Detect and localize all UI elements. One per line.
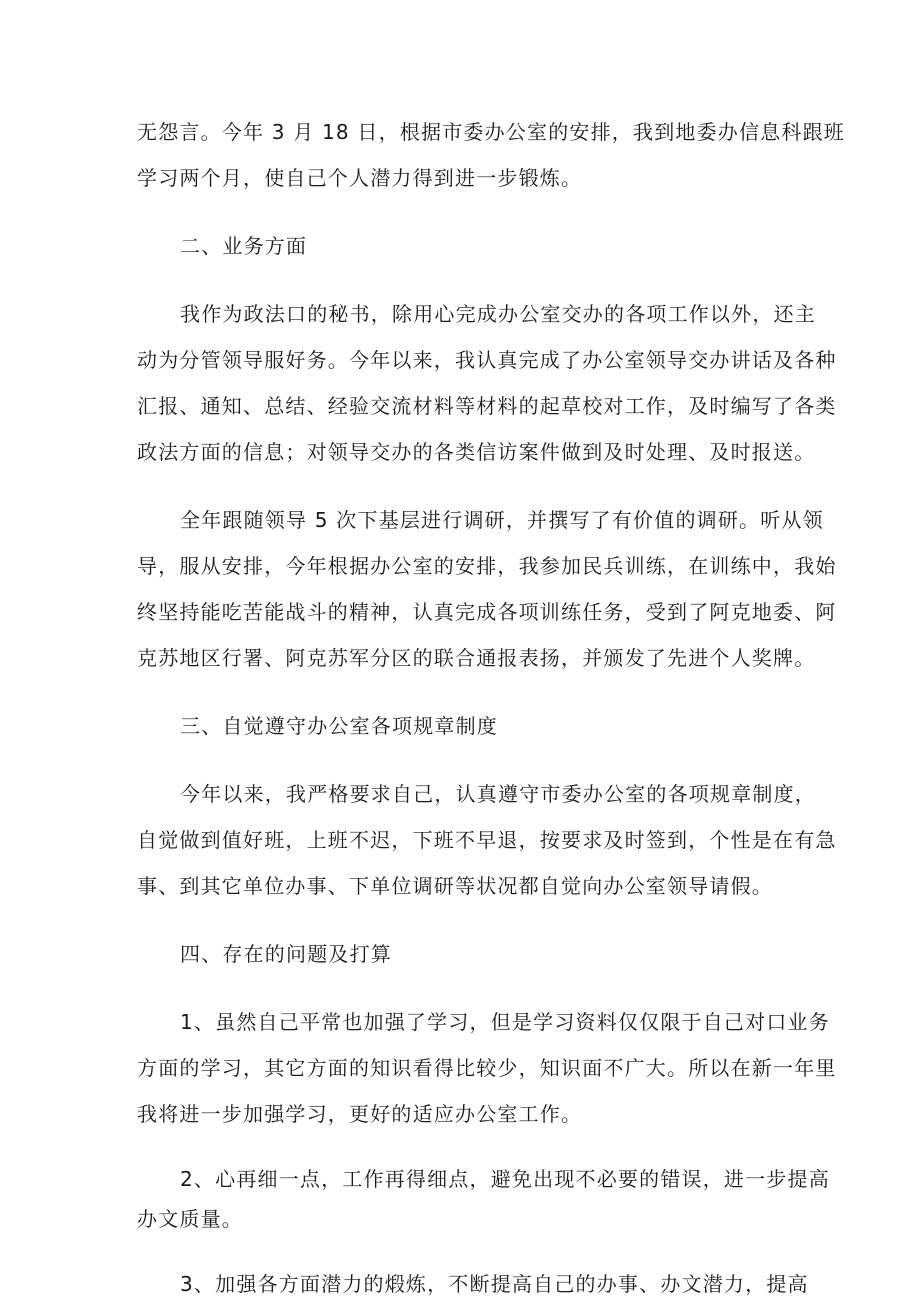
text-line: 办文质量。 xyxy=(137,1207,243,1231)
document-body xyxy=(137,109,846,1307)
text-line: 终坚持能吃苦能战斗的精神，认真完成各项训练任务，受到了阿克地委、阿 xyxy=(137,600,837,624)
text-line: 3、加强各方面潜力的煅炼，不断提高自己的办事、办文潜力，提高 xyxy=(180,1272,809,1296)
text-line: 我将进一步加强学习，更好的适应办公室工作。 xyxy=(137,1102,583,1126)
text-line: 今年以来，我严格要求自己，认真遵守市委办公室的各项规章制度， xyxy=(180,782,816,806)
text-line: 我作为政法口的秘书，除用心完成办公室交办的各项工作以外，还主 xyxy=(180,302,816,326)
text-line: 克苏地区行署、阿克苏军分区的联合通报表扬，并颁发了先进个人奖牌。 xyxy=(137,646,816,670)
text-line: 自觉做到值好班，上班不迟，下班不早退，按要求及时签到，个性是在有急 xyxy=(137,828,837,852)
text-line: 全年跟随领导 5 次下基层进行调研，并撰写了有价值的调研。听从领 xyxy=(180,508,824,532)
text-line: 导，服从安排，今年根据办公室的安排，我参加民兵训练，在训练中，我始 xyxy=(137,554,837,578)
text-line: 政法方面的信息；对领导交办的各类信访案件做到及时处理、及时报送。 xyxy=(137,440,816,464)
section-heading-issues: 四、存在的问题及打算 xyxy=(180,942,392,966)
text-line: 1、虽然自己平常也加强了学习，但是学习资料仅仅限于自己对口业务 xyxy=(180,1010,830,1034)
text-line: 学习两个月，使自己个人潜力得到进一步锻炼。 xyxy=(137,166,583,190)
text-line: 无怨言。今年 3 月 18 日，根据市委办公室的安排，我到地委办信息科跟班 xyxy=(137,120,846,144)
section-heading-rules: 三、自觉遵守办公室各项规章制度 xyxy=(180,714,498,738)
text-line: 事、到其它单位办事、下单位调研等状况都自觉向办公室领导请假。 xyxy=(137,874,773,898)
text-line: 方面的学习，其它方面的知识看得比较少，知识面不广大。所以在新一年里 xyxy=(137,1056,837,1080)
section-heading-business: 二、业务方面 xyxy=(180,234,308,258)
text-line: 动为分管领导服好务。今年以来，我认真完成了办公室领导交办讲话及各种 xyxy=(137,348,837,372)
text-line: 2、心再细一点，工作再得细点，避免出现不必要的错误，进一步提高 xyxy=(180,1167,830,1191)
text-line: 汇报、通知、总结、经验交流材料等材料的起草校对工作，及时编写了各类 xyxy=(137,394,837,418)
